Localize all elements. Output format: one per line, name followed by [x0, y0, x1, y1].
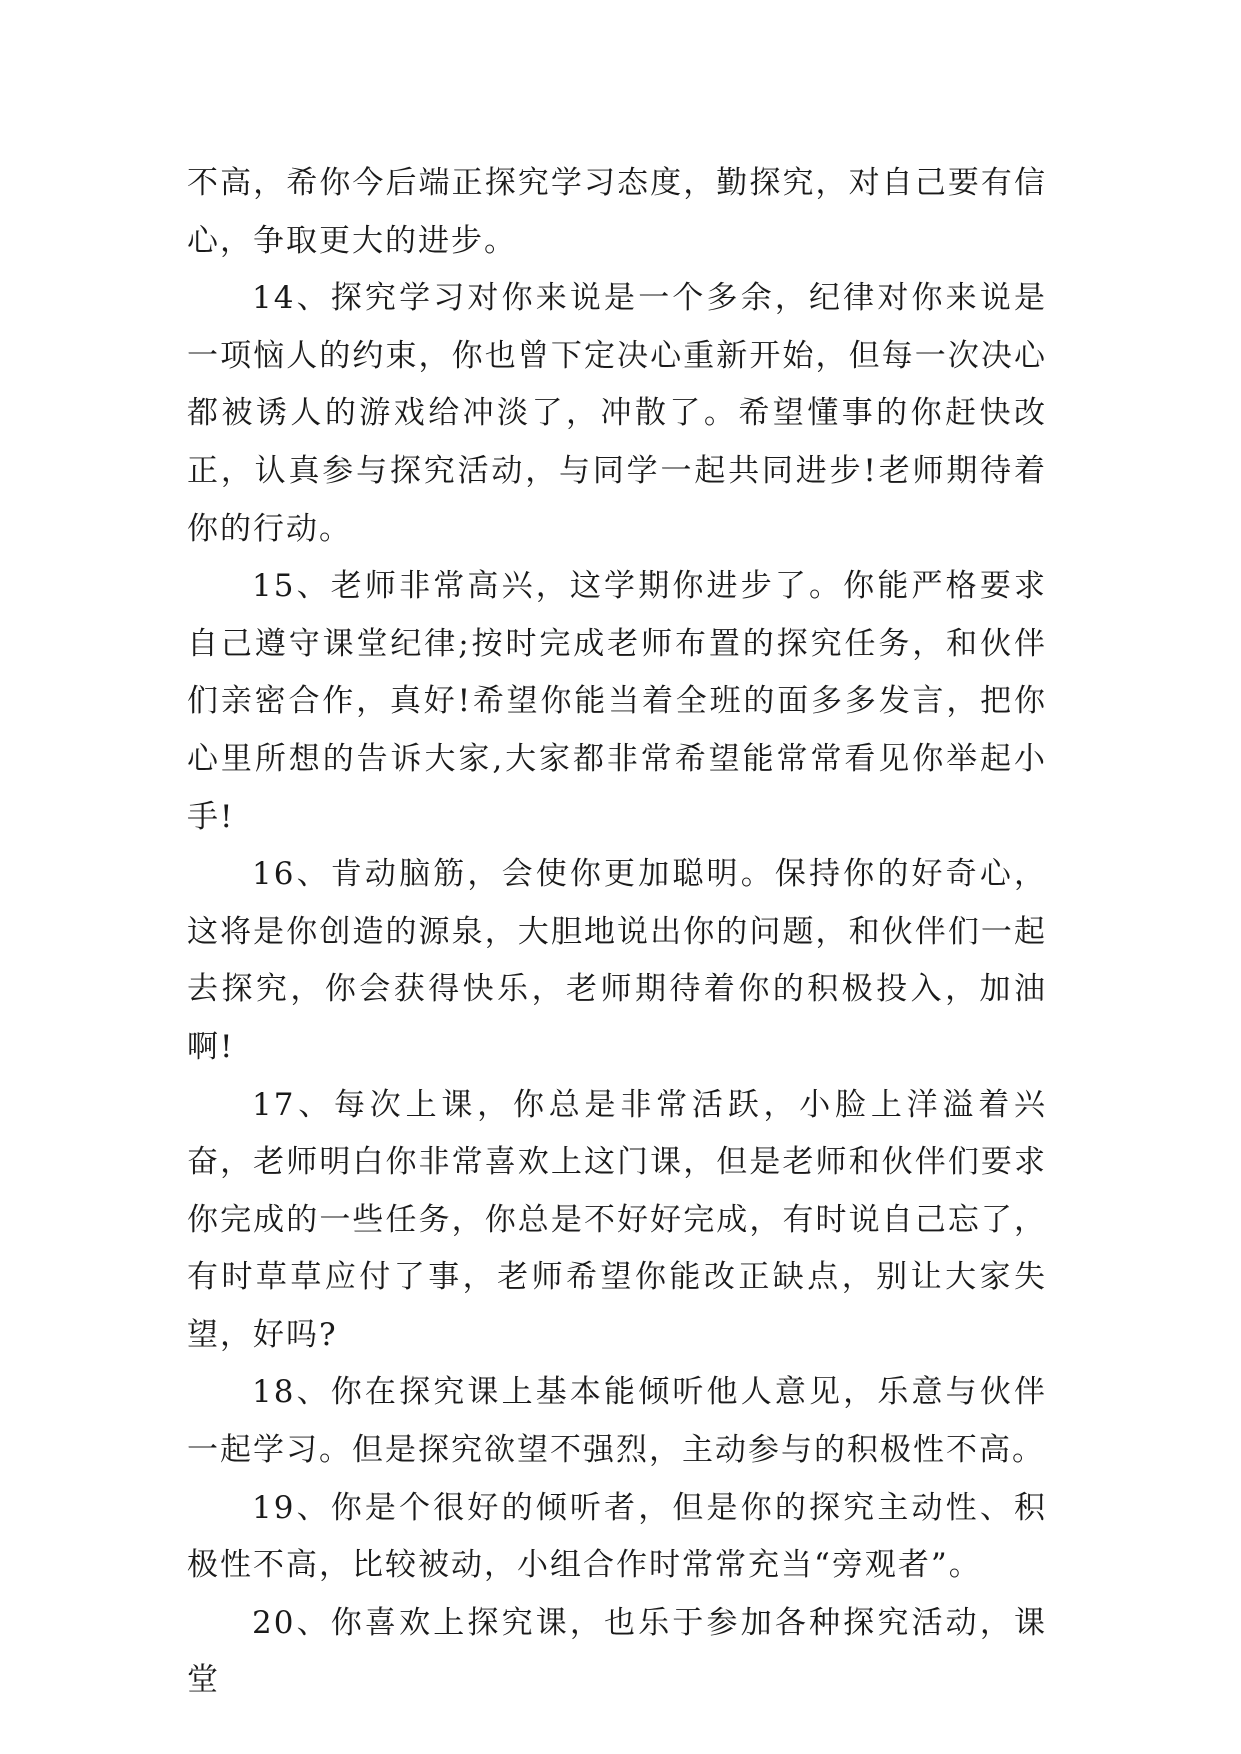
paragraph-14: 14、探究学习对你来说是一个多余，纪律对你来说是一项恼人的约束，你也曾下定决心重新开始，但每一次决心都被诱人的游戏给冲淡了，冲散了。希望懂事的你赶快改正，认真参与探究活动，与同学一起共同进步!老师期待着你的行动。	[187, 280, 1047, 547]
paragraph-18: 18、你在探究课上基本能倾听他人意见，乐意与伙伴一起学习。但是探究欲望不强烈，主动参与的积极性不高。	[187, 1374, 1047, 1469]
paragraph-20: 20、你喜欢上探究课，也乐于参加各种探究活动，课堂	[187, 1604, 1047, 1699]
paragraph-17: 17、每次上课，你总是非常活跃，小脸上洋溢着兴奋，老师明白你非常喜欢上这门课，但是老师和伙伴们要求你完成的一些任务，你总是不好好完成，有时说自己忘了，有时草草应付了事，老师希望你能改正缺点，别让大家失望，好吗?	[187, 1086, 1047, 1353]
paragraph-16: 16、肯动脑筋，会使你更加聪明。保持你的好奇心，这将是你创造的源泉，大胆地说出你的问题，和伙伴们一起去探究，你会获得快乐，老师期待着你的积极投入，加油啊!	[187, 856, 1047, 1065]
document-body	[187, 155, 1047, 1710]
paragraph-19: 19、你是个很好的倾听者，但是你的探究主动性、积极性不高，比较被动，小组合作时常常充当“旁观者”。	[187, 1489, 1047, 1584]
paragraph-15: 15、老师非常高兴，这学期你进步了。你能严格要求自己遵守课堂纪律;按时完成老师布置的探究任务，和伙伴们亲密合作，真好!希望你能当着全班的面多多发言，把你心里所想的告诉大家,大家都非常希望能常常看见你举起小手!	[187, 568, 1047, 835]
paragraph-13-continued: 不高，希你今后端正探究学习态度，勤探究，对自己要有信心，争取更大的进步。	[187, 165, 1047, 259]
